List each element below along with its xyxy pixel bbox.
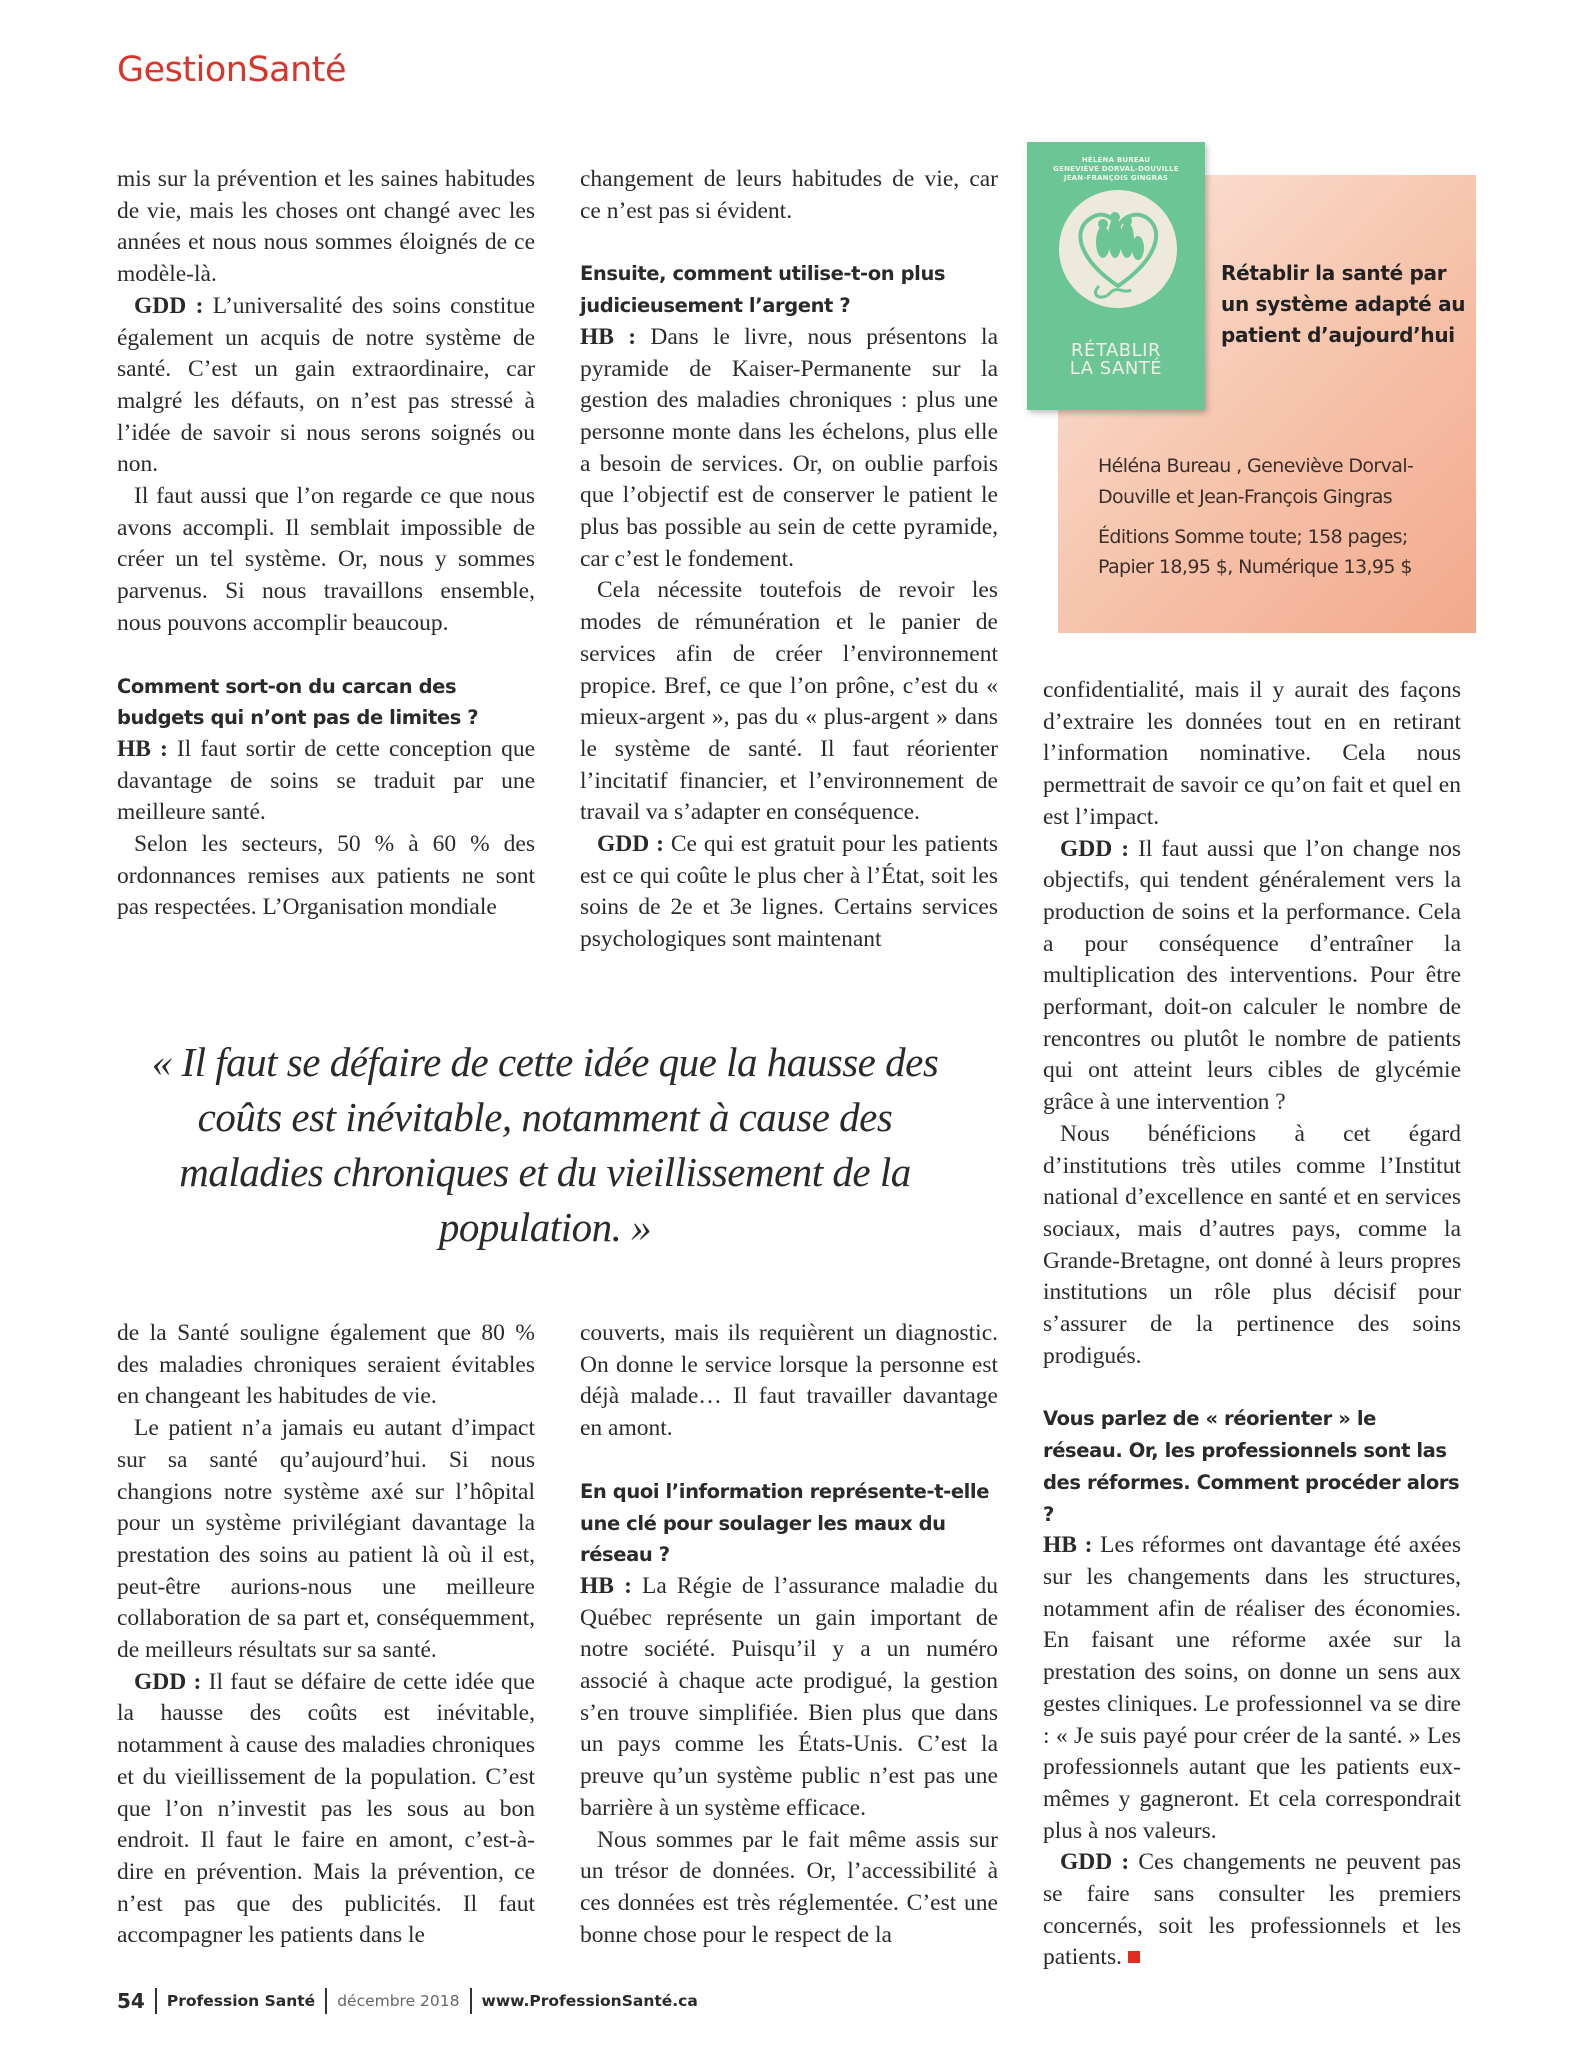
website-link[interactable]: www.ProfessionSanté.ca xyxy=(481,1992,698,2010)
interview-question: Ensuite, comment utilise-t-on plus judicieusement l’argent ? xyxy=(580,262,946,318)
paragraph: HB : La Régie de l’assurance maladie du Québec représente un gain important de notre société. Puisqu’il y a un numéro associé à chaque acte prodigué, la gestion s’en trouve simplifiée. Bien plus que dans un pays comme les États-Unis. C’est la preuve qu’un système public n’est pas une barrière à un système efficace. xyxy=(580,1572,998,1821)
pull-quote: « Il faut se défaire de cette idée que la hausse des coûts est inévitable, notamment à cause des maladies chroniques et du vieillissement de la population. » xyxy=(151,1039,939,1250)
speaker-label: GDD : xyxy=(134,292,204,319)
paragraph: Nous sommes par le fait même assis sur un trésor de données. Or, l’accessibilité à ces données est très réglementée. C’est une bonne chose pour le respect de la xyxy=(580,1826,998,1948)
issue-date: décembre 2018 xyxy=(337,1992,460,2010)
divider xyxy=(155,1988,157,2014)
paragraph: couverts, mais ils requièrent un diagnostic. On donne le service lorsque la personne est déjà malade… Il faut travailler davantage en amont. xyxy=(580,1320,998,1442)
speaker-label: HB : xyxy=(580,1572,632,1599)
magazine-name: Profession Santé xyxy=(166,1992,316,2010)
interview-question: En quoi l’information représente-t-elle une clé pour soulager les maux du réseau ? xyxy=(580,1479,990,1567)
paragraph: Il faut aussi que l’on regarde ce que nous avons accompli. Il semblait impossible de créer un tel système. Or, nous y sommes parvenus. Si nous travaillons ensemble, nous pouvons accomplir beaucoup. xyxy=(117,483,535,636)
speaker-label: HB : xyxy=(1043,1532,1093,1559)
speaker-label: GDD : xyxy=(597,831,664,858)
article-column-3 xyxy=(1043,675,1461,1974)
book-cover-title: RÉTABLIR LA SANTÉ xyxy=(1069,340,1163,379)
book-cover-authors: HÉLÉNA BUREAU GENEVIÈVE DORVAL-DOUVILLE JEAN-FRANÇOIS GINGRAS xyxy=(1053,156,1179,182)
page-number: 54 xyxy=(117,1989,145,2013)
book-publisher-info: Éditions Somme toute; 158 pages; Papier 18,95 $, Numérique 13,95 $ xyxy=(1098,526,1412,578)
paragraph: GDD : Il faut aussi que l’on change nos objectifs, qui tendent généralement vers la production de soins et la performance. Cela a pour conséquence d’entraîner la multiplication des interventions. Pour être performant, doit-on calculer le nombre de rencontres ou plutôt le nombre de patients qui ont atteint leurs cibles de glycémie grâce à une intervention ? xyxy=(1043,835,1461,1116)
paragraph: Cela nécessite toutefois de revoir les modes de rémunération et le panier de services afin de créer l’environnement propice. Bref, ce que l’on prône, c’est du « mieux-argent », pas du « plus-argent » dans le système de santé. Il faut réorienter l’incitatif financier, et l’environnement de travail va s’adapter en conséquence. xyxy=(580,577,998,826)
article-column-2-top xyxy=(580,164,998,956)
paragraph: de la Santé souligne également que 80 % des maladies chroniques seraient évitables en changeant les habitudes de vie. xyxy=(117,1320,535,1410)
paragraph: Le patient n’a jamais eu autant d’impact sur sa santé qu’aujourd’hui. Si nous changions notre système axé sur l’hôpital pour un système privilégiant davantage la prestation des soins au patient là où il est, peut-être aurions-nous une meilleure collaboration de sa part et, conséquemment, de meilleurs résultats sur sa santé. xyxy=(117,1415,535,1664)
paragraph: GDD : L’universalité des soins constitue également un acquis de notre système de santé. C’est un gain extraordinaire, car malgré les défauts, on n’est pas stressé à l’idée de savoir si nous serons soignés ou non. xyxy=(117,292,536,478)
paragraph: GDD : Ces changements ne peuvent pas se faire sans consulter les premiers concernés, soit les professionnels et les patients. xyxy=(1043,1849,1461,1971)
book-title: Rétablir la santé par un système adapté au patient d’aujourd’hui xyxy=(1221,261,1466,347)
article-column-2-bottom xyxy=(580,1318,998,1951)
section-brand-title: GestionSanté xyxy=(117,50,347,90)
paragraph: HB : Dans le livre, nous présentons la pyramide de Kaiser-Permanente sur la gestion des maladies chroniques : plus une personne monte dans les échelons, plus elle a besoin de services. Or, on oublie parfois que l’objectif est de conserver le patient le plus bas possible au sein de cette pyramide, car c’est le fondement. xyxy=(580,323,998,572)
book-cover-image xyxy=(1027,142,1205,410)
interview-question: Vous parlez de « réorienter » le réseau. Or, les professionnels sont las des réformes. Comment procéder alors ? xyxy=(1043,1407,1460,1526)
stethoscope-heart-icon xyxy=(1059,190,1177,308)
speaker-label: GDD : xyxy=(134,1668,202,1695)
paragraph: GDD : Il faut se défaire de cette idée que la hausse des coûts est inévitable, notamment à cause des maladies chroniques et du vieillissement de la population. C’est que l’on n’investit pas les sous au bon endroit. Il faut le faire en amont, c’est-à-dire en prévention. Mais la prévention, ce n’est pas que des publicités. Il faut accompagner les patients dans le xyxy=(117,1668,535,1949)
article-column-1-bottom xyxy=(117,1318,535,1952)
paragraph: GDD : Ce qui est gratuit pour les patients est ce qui coûte le plus cher à l’État, soit les soins de 2e et 3e lignes. Certains services psychologiques sont maintenant xyxy=(580,831,998,953)
divider xyxy=(325,1988,327,2014)
speaker-label: HB : xyxy=(580,323,637,350)
paragraph: Selon les secteurs, 50 % à 60 % des ordonnances remises aux patients ne sont pas respectées. L’Organisation mondiale xyxy=(117,831,535,921)
page-footer xyxy=(117,1988,698,2014)
speaker-label: GDD : xyxy=(1060,1849,1130,1876)
speaker-label: HB : xyxy=(117,735,168,762)
book-authors: Héléna Bureau , Geneviève Dorval-Douville et Jean-François Gingras xyxy=(1098,455,1414,508)
article-column-1-top xyxy=(117,164,535,924)
end-of-article-square-icon xyxy=(1128,1951,1140,1963)
interview-question: Comment sort-on du carcan des budgets qui n’ont pas de limites ? xyxy=(117,674,479,730)
paragraph: mis sur la prévention et les saines habitudes de vie, mais les choses ont changé avec les années et nous nous sommes éloignés de ce modèle-là. xyxy=(117,166,535,288)
paragraph: confidentialité, mais il y aurait des façons d’extraire les données tout en en retirant l’information nominative. Cela nous permettrait de savoir ce qu’on fait et quel en est l’impact. xyxy=(1043,677,1461,830)
paragraph: changement de leurs habitudes de vie, car ce n’est pas si évident. xyxy=(580,166,998,224)
paragraph: HB : Les réformes ont davantage été axées sur les changements dans les structures, notamment afin de réaliser des économies. En faisant une réforme axée sur la prestation des soins, on donne un sens aux gestes cliniques. Le professionnel va se dire : « Je suis payé pour créer de la santé. » Les professionnels autant que les patients eux-mêmes y gagneront. Et cela correspondrait plus à nos valeurs. xyxy=(1043,1532,1461,1844)
paragraph: Nous bénéficions à cet égard d’institutions très utiles comme l’Institut national d’excellence en santé et en services sociaux, mais d’autres pays, comme la Grande-Bretagne, ont donné à leurs propres institutions un rôle plus décisif pour s’assurer de la pertinence des soins prodigués. xyxy=(1043,1120,1461,1369)
speaker-label: GDD : xyxy=(1060,835,1130,862)
divider xyxy=(470,1988,472,2014)
paragraph: HB : Il faut sortir de cette conception que davantage de soins se traduit par une meilleure santé. xyxy=(117,735,536,826)
